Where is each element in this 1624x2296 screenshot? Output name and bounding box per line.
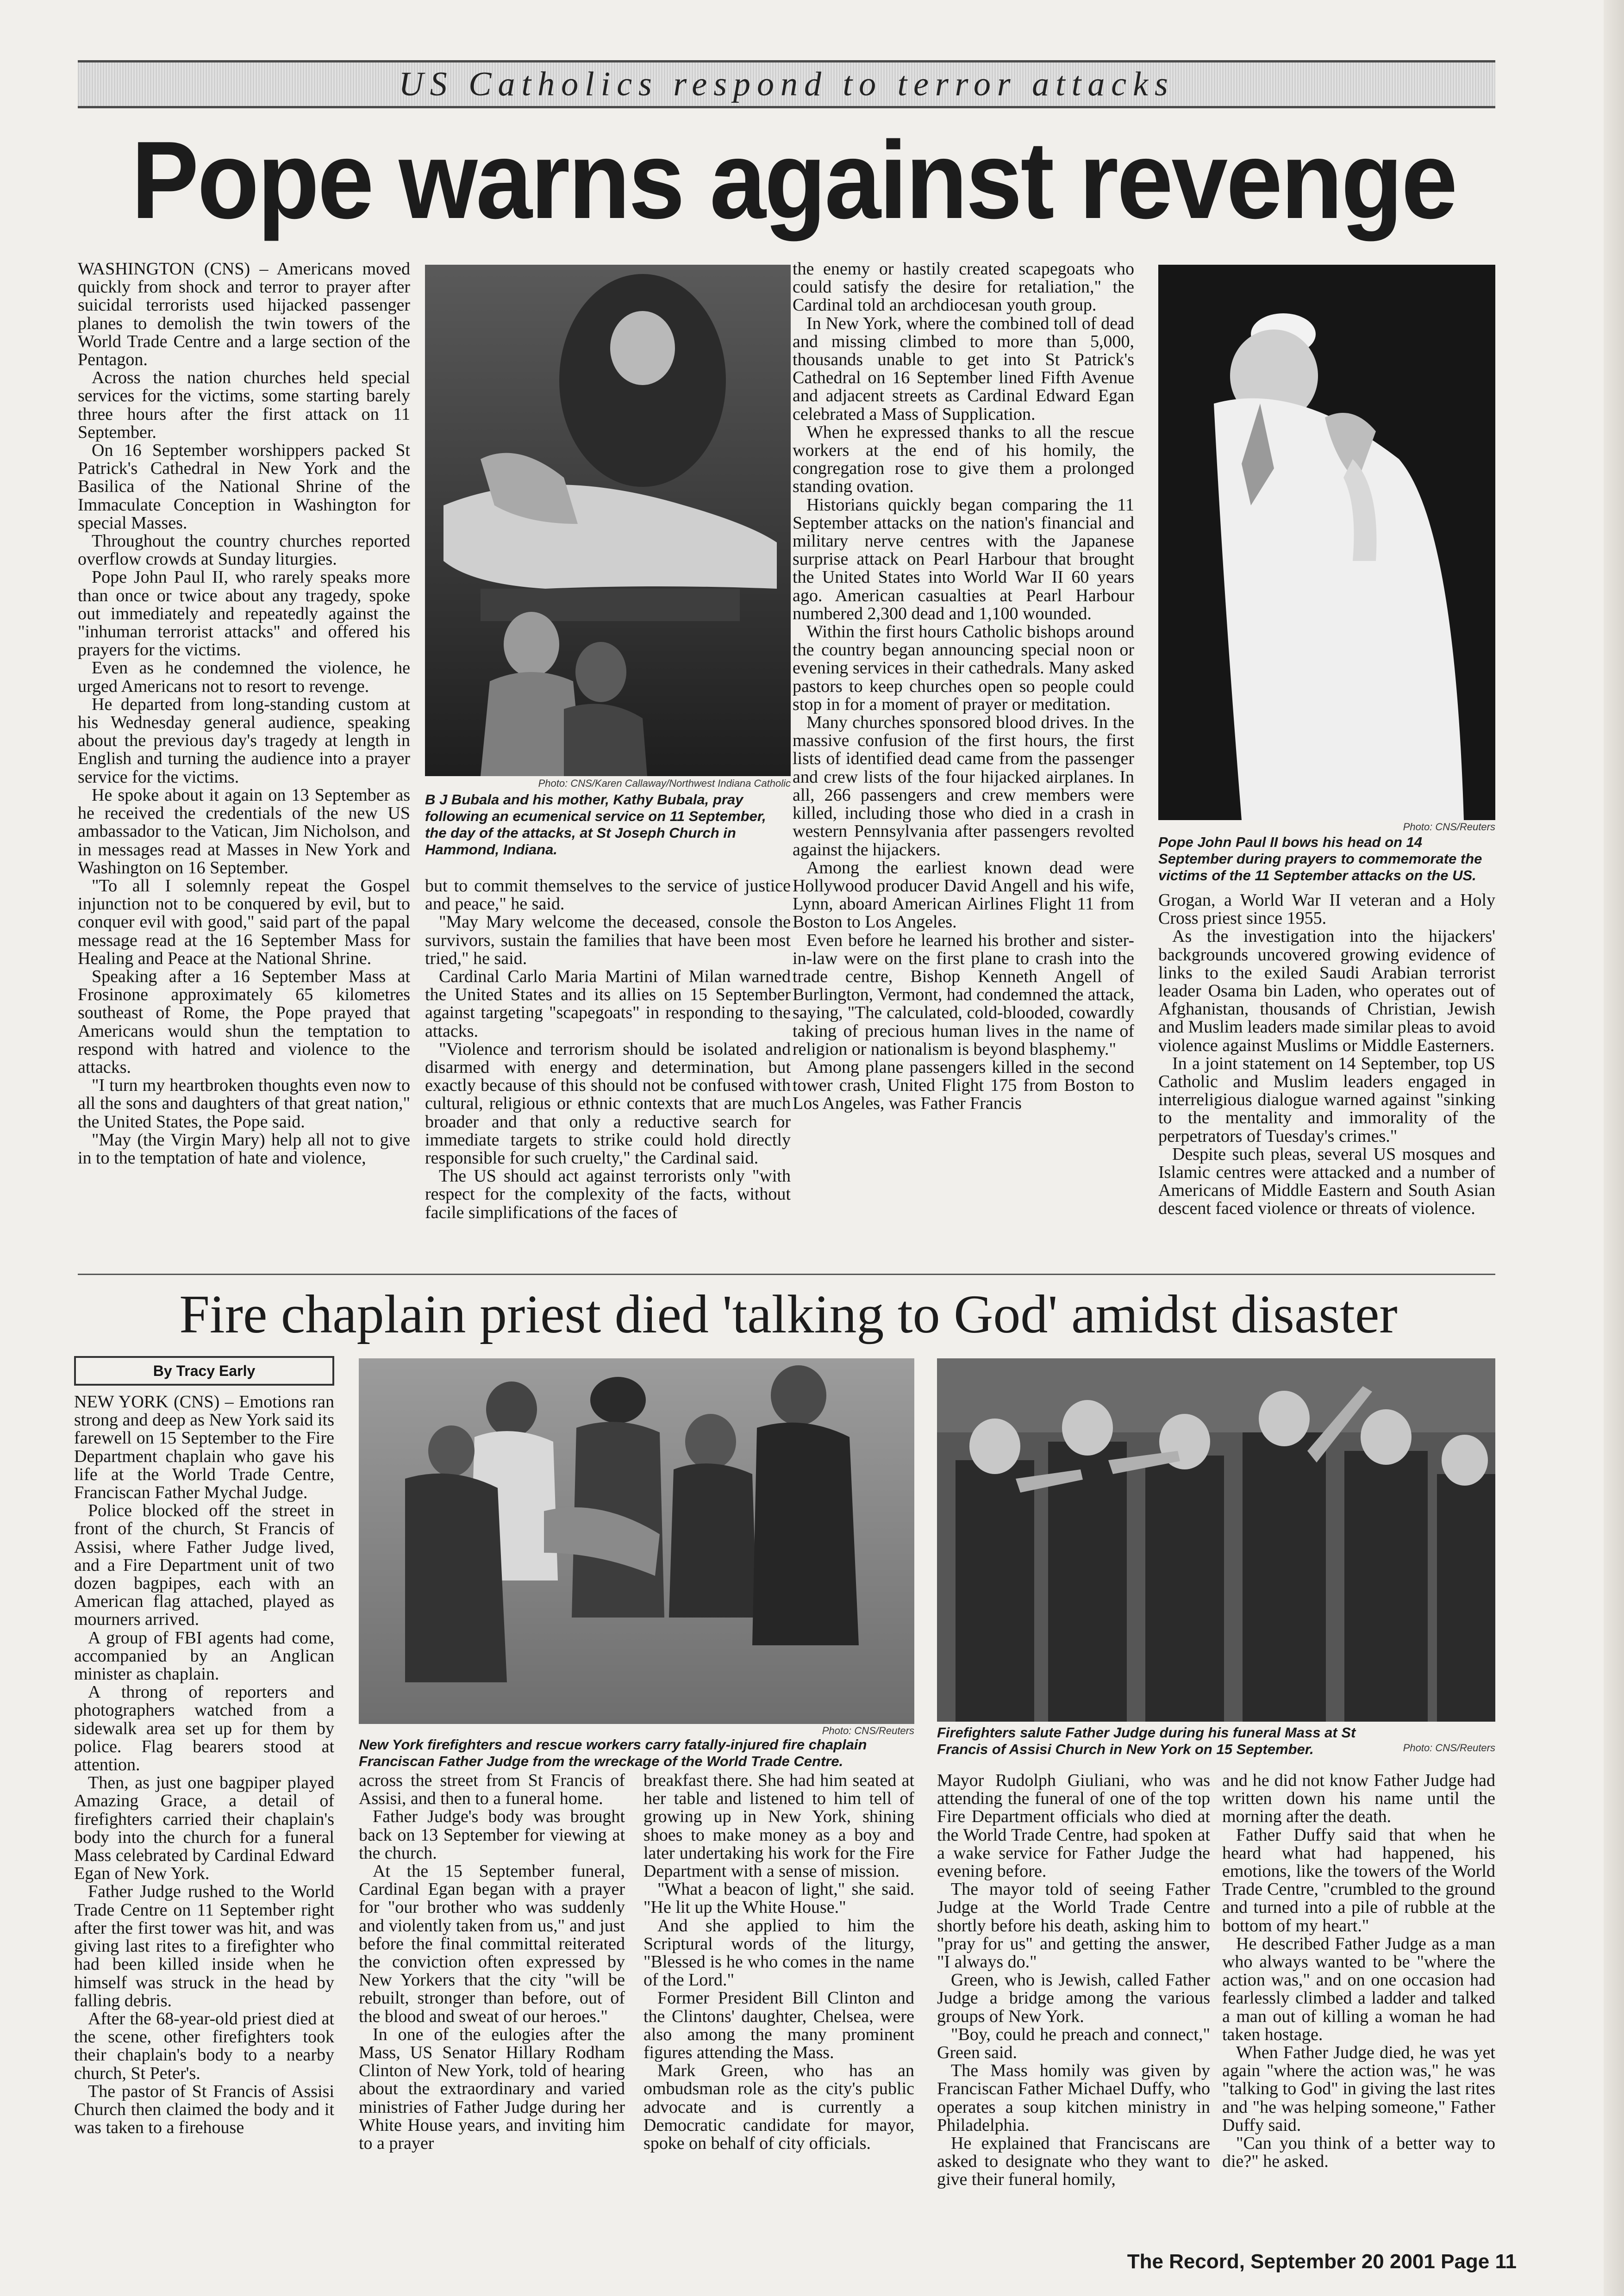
photo1-credit: Photo: CNS/Karen Callaway/Northwest Indiana Catholic (538, 778, 791, 789)
photo2-caption: Pope John Paul II bows his head on 14 September during prayers to commemorate the victims of the 11 September attacks on the US. (1158, 834, 1482, 884)
article-paragraph: Across the nation churches held special services for the victims, some starting barely three hours after the first attack on 11 September. (78, 368, 410, 442)
photo-pieta-prayer (425, 265, 791, 776)
article-paragraph: In New York, where the combined toll of dead and missing climbed to more than 5,000, thousands unable to get into St Patrick's Cathedral on 16 September lined Fifth Avenue and adjacent streets as Cardinal Edward Egan celebrated a Mass of Supplication. (793, 313, 1134, 424)
article-paragraph: Speaking after a 16 September Mass at Frosinone approximately 65 kilometres southeast of Rome, the Pope prayed that Americans would shun the temptation to respond with hatred and violence to the attacks. (78, 966, 410, 1077)
article-paragraph: A throng of reporters and photographers watched from a sidewalk area set up for them by police. Flag bearers stood at attention. (74, 1682, 334, 1775)
photo-chaplain-carried (359, 1358, 914, 1724)
article-paragraph: Within the first hours Catholic bishops around the country began announcing special noon or evening services in their cathedrals. Many asked pastors to keep churches open so people could stop in for a moment of prayer or meditation. (793, 622, 1134, 714)
article-paragraph: Grogan, a World War II veteran and a Holy Cross priest since 1955. (1158, 891, 1495, 928)
story2-column-3 (643, 1772, 914, 2235)
article-paragraph: And she applied to him the Scriptural words of the liturgy, "Blessed is he who comes in the name of the Lord." (643, 1916, 914, 1990)
article-paragraph: He departed from long-standing custom at his Wednesday general audience, speaking about the previous day's tragedy at length in English and turning the audience into a prayer service for the victims. (78, 694, 410, 787)
article-paragraph: Mark Green, who has an ombudsman role as the city's public advocate and is currently a Democratic candidate for mayor, spoke on behalf of city officials. (643, 2061, 914, 2153)
article-paragraph: Father Duffy said that when he heard what had happened, his emotions, like the towers of the World Trade Centre, "crumbled to the ground and turned into a pile of rubble at the bottom of my heart." (1222, 1825, 1495, 1935)
kicker-text: US Catholics respond to terror attacks (399, 65, 1174, 103)
article-paragraph: The Mass homily was given by Franciscan Father Michael Duffy, who operates a soup kitchen ministry in Philadelphia. (937, 2061, 1210, 2135)
article-paragraph: As the investigation into the hijackers' backgrounds uncovered growing evidence of links to the exiled Saudi Arabian terrorist leader Osama bin Laden, who operates out of Afghanistan, thousands of Christian, Jewish and Muslim leaders made similar pleas to avoid violence against Muslims or Middle Easterners. (1158, 927, 1495, 1055)
article-paragraph: across the street from St Francis of Assisi, and then to a funeral home. (359, 1772, 625, 1809)
article-paragraph: Police blocked off the street in front of the church, St Francis of Assisi, where Father Judge lived, and a Fire Department unit of two dozen bagpipes, each with an American flag attached, played as mourners arrived. (74, 1501, 334, 1630)
photo-pieta-image (425, 265, 791, 776)
article-paragraph: On 16 September worshippers packed St Patrick's Cathedral in New York and the Basilica of the National Shrine of the Immaculate Conception in Washington for special Masses. (78, 441, 410, 533)
photo-pope-bowing (1158, 265, 1495, 820)
page-edge-shadow (1604, 0, 1624, 2296)
article-paragraph: Pope John Paul II, who rarely speaks more than once or twice about any tragedy, spoke out immediately and repeatedly against the "inhuman terrorist attacks" and offered his prayers for the victims. (78, 567, 410, 660)
article-paragraph: but to commit themselves to the service of justice and peace," he said. (425, 877, 791, 914)
article-paragraph: In one of the eulogies after the Mass, US Senator Hillary Rodham Clinton of New York, told of hearing about the extraordinary and varied ministries of Father Judge during her White House years, and inviting him to a prayer (359, 2024, 625, 2153)
article-paragraph: Many churches sponsored blood drives. In the massive confusion of the first hours, the first lists of identified dead came from the passenger and crew lists of the four hijacked airplanes. In all, 266 passengers and crew members were killed, including those who died in a crash in western Pennsylvania after passengers revolted against the hijackers. (793, 713, 1134, 859)
article-paragraph: "May (the Virgin Mary) help all not to give in to the temptation of hate and violence, (78, 1130, 410, 1168)
story2-column-5 (1222, 1772, 1495, 2235)
article-paragraph: "I turn my heartbroken thoughts even now to all the sons and daughters of that great nation," the United States, the Pope said. (78, 1076, 410, 1132)
article-paragraph: Despite such pleas, several US mosques and Islamic centres were attacked and a number of Americans of Middle Eastern and South Asian descent faced violence or threats of violence. (1158, 1144, 1495, 1219)
section-divider (78, 1274, 1495, 1275)
article-paragraph: A group of FBI agents had come, accompanied by an Anglican minister as chaplain. (74, 1628, 334, 1684)
photo-firefighters-salute (937, 1358, 1495, 1722)
article-paragraph: "To all I solemnly repeat the Gospel injunction not to be conquered by evil, but to conquer evil with good," said part of the papal message read at the 16 September Mass for Healing and Peace at the National Shrine. (78, 876, 410, 968)
article-paragraph: Father Judge rushed to the World Trade Centre on 11 September right after the first tower was hit, and was giving last rites to a firefighter who had been killed inside when he himself was struck in the head by falling debris. (74, 1882, 334, 2010)
article-paragraph: Throughout the country churches reported overflow crowds at Sunday liturgies. (78, 531, 410, 569)
article-paragraph: He spoke about it again on 13 September as he received the credentials of the new US ambassador to the Vatican, Jim Nicholson, and in messages read at Masses in New York and Washington on 16 September. (78, 785, 410, 877)
article-paragraph: Former President Bill Clinton and the Clintons' daughter, Chelsea, were also among the many prominent figures attending the Mass. (643, 1988, 914, 2063)
story2-column-1 (74, 1393, 334, 2235)
article-paragraph: The mayor told of seeing Father Judge at the World Trade Centre shortly before his death, asking him to "pray for us" and getting the answer, "I always do." (937, 1879, 1210, 1972)
article-paragraph: When Father Judge died, he was yet again "where the action was," he was "talking to God" in giving the last rites and "he was helping someone," Father Duffy said. (1222, 2043, 1495, 2135)
article-paragraph: After the 68-year-old priest died at the scene, other firefighters took their chaplain's body to a nearby church, St Peter's. (74, 2009, 334, 2083)
article-paragraph: the enemy or hastily created scapegoats who could satisfy the desire for retaliation," the Cardinal told an archdiocesan youth group. (793, 260, 1134, 315)
article-paragraph: and he did not know Father Judge had written down his name until the morning after the death. (1222, 1772, 1495, 1827)
article-paragraph: Even as he condemned the violence, he urged Americans not to resort to revenge. (78, 658, 410, 696)
photo-pope-image (1158, 265, 1495, 820)
article-paragraph: Father Judge's body was brought back on 13 September for viewing at the church. (359, 1807, 625, 1863)
article-paragraph: He described Father Judge as a man who always wanted to be "where the action was," and on one occasion had fearlessly climbed a ladder and talked a man out of killing a woman he had taken hostage. (1222, 1934, 1495, 2044)
article-paragraph: NEW YORK (CNS) – Emotions ran strong and deep as New York said its farewell on 15 September to the Fire Department chaplain who gave his life at the World Trade Centre, Franciscan Father Mychal Judge. (74, 1393, 334, 1503)
photo-salute-image (937, 1358, 1495, 1722)
photo4-caption: Firefighters salute Father Judge during his funeral Mass at St Francis of Assisi Church in New York on 15 September. (937, 1724, 1356, 1757)
article-paragraph: Green, who is Jewish, called Father Judge a bridge among the various groups of New York. (937, 1970, 1210, 2026)
photo-chaplain-image (359, 1358, 914, 1724)
story1-column-1 (78, 260, 410, 1264)
article-paragraph: The US should act against terrorists only "with respect for the complexity of the facts, without facile simplifications of the faces of (425, 1166, 791, 1222)
article-paragraph: WASHINGTON (CNS) – Americans moved quickly from shock and terror to prayer after suicidal terrorists used hijacked passenger planes to demolish the twin towers of the World Trade Centre and a large section of the Pentagon. (78, 260, 410, 370)
article-paragraph: "What a beacon of light," she said. "He lit up the White House." (643, 1879, 914, 1917)
story2-byline: By Tracy Early (74, 1356, 334, 1386)
article-paragraph: breakfast there. She had him seated at her table and listened to him tell of growing up in New York, shining shoes to make money as a boy and later undertaking his work for the Fire Department with a sense of mission. (643, 1772, 914, 1881)
article-paragraph: "Violence and terrorism should be isolated and disarmed with energy and determination, but exactly because of this should not be confused with cultural, religious or ethnic contexts that are much broader and that only a reductive search for immediate targets to strike could hold directly responsible for such cruelty," the Cardinal said. (425, 1039, 791, 1168)
article-paragraph: Mayor Rudolph Giuliani, who was attending the funeral of one of the top Fire Department officials who died at the World Trade Centre, had spoken at a wake service for Father Judge the evening before. (937, 1772, 1210, 1881)
photo4-credit: Photo: CNS/Reuters (1403, 1742, 1495, 1754)
page-footer: The Record, September 20 2001 Page 11 (1127, 2250, 1517, 2273)
article-paragraph: The pastor of St Francis of Assisi Church then claimed the body and it was taken to a firehouse (74, 2081, 334, 2138)
article-paragraph: Among plane passengers killed in the second tower crash, United Flight 175 from Boston to Los Angeles, was Father Francis (793, 1057, 1134, 1114)
story2-column-2 (359, 1772, 625, 2235)
article-paragraph: Then, as just one bagpiper played Amazing Grace, a detail of firefighters carried their chaplain's body into the church for a funeral Mass celebrated by Cardinal Edward Egan of New York. (74, 1773, 334, 1884)
photo3-caption: New York firefighters and rescue workers carry fatally-injured fire chaplain Franciscan Father Judge from the wreckage of the World Trade Centre. (359, 1736, 867, 1769)
photo1-caption: B J Bubala and his mother, Kathy Bubala, pray following an ecumenical service on 11 September, the day of the attacks, at St Joseph Church in Hammond, Indiana. (425, 791, 766, 858)
photo3-credit: Photo: CNS/Reuters (822, 1725, 914, 1736)
article-paragraph: Among the earliest known dead were Hollywood producer David Angell and his wife, Lynn, aboard American Airlines Flight 11 from Boston to Los Angeles. (793, 858, 1134, 932)
article-paragraph: Cardinal Carlo Maria Martini of Milan warned the United States and its allies on 15 September against targeting "scapegoats" in responding to the attacks. (425, 967, 791, 1041)
article-paragraph: "May Mary welcome the deceased, console the survivors, sustain the families that have been most tried," he said. (425, 912, 791, 968)
article-paragraph: In a joint statement on 14 September, top US Catholic and Muslim leaders engaged in interreligious dialogue warned against "sinking to the mentality and immorality of the perpetrators of Tuesday's crimes." (1158, 1053, 1495, 1146)
article-paragraph: "Can you think of a better way to die?" he asked. (1222, 2134, 1495, 2172)
photo2-credit: Photo: CNS/Reuters (1403, 821, 1495, 833)
article-paragraph: Historians quickly began comparing the 11 September attacks on the nation's financial and military nerve centres with the Japanese surprise attack on Pearl Harbour that brought the United States into World War II 60 years ago. American casualties at Pearl Harbour numbered 2,300 dead and 1,100 wounded. (793, 495, 1134, 623)
story2-column-4 (937, 1772, 1210, 2235)
article-paragraph: "Boy, could he preach and connect," Green said. (937, 2024, 1210, 2063)
article-paragraph: He explained that Franciscans are asked to designate who they want to give their funeral homily, (937, 2134, 1210, 2190)
story1-column-4 (1158, 891, 1495, 1264)
article-paragraph: When he expressed thanks to all the rescue workers at the end of his homily, the congregation rose to give them a prolonged standing ovation. (793, 422, 1134, 497)
article-paragraph: Even before he learned his brother and sister-in-law were on the first plane to crash into the trade centre, Bishop Kenneth Angell of Burlington, Vermont, had condemned the attack, saying, "The calculated, cold-blooded, cowardly taking of precious human lives in the name of religion or nationalism is beyond blasphemy." (793, 930, 1134, 1059)
story2-headline: Fire chaplain priest died 'talking to God' amidst disaster (179, 1284, 1398, 1344)
story1-column-3 (793, 260, 1134, 1264)
story1-column-2 (425, 877, 791, 1263)
main-headline: Pope warns against revenge (131, 119, 1456, 242)
article-paragraph: At the 15 September funeral, Cardinal Egan began with a prayer for "our brother who was suddenly and violently taken from us," and just before the final committal reiterated the conviction often expressed by New Yorkers that the city "will be rebuilt, stronger than before, out of the blood and sweat of our heroes." (359, 1861, 625, 2026)
kicker-banner (78, 60, 1495, 108)
